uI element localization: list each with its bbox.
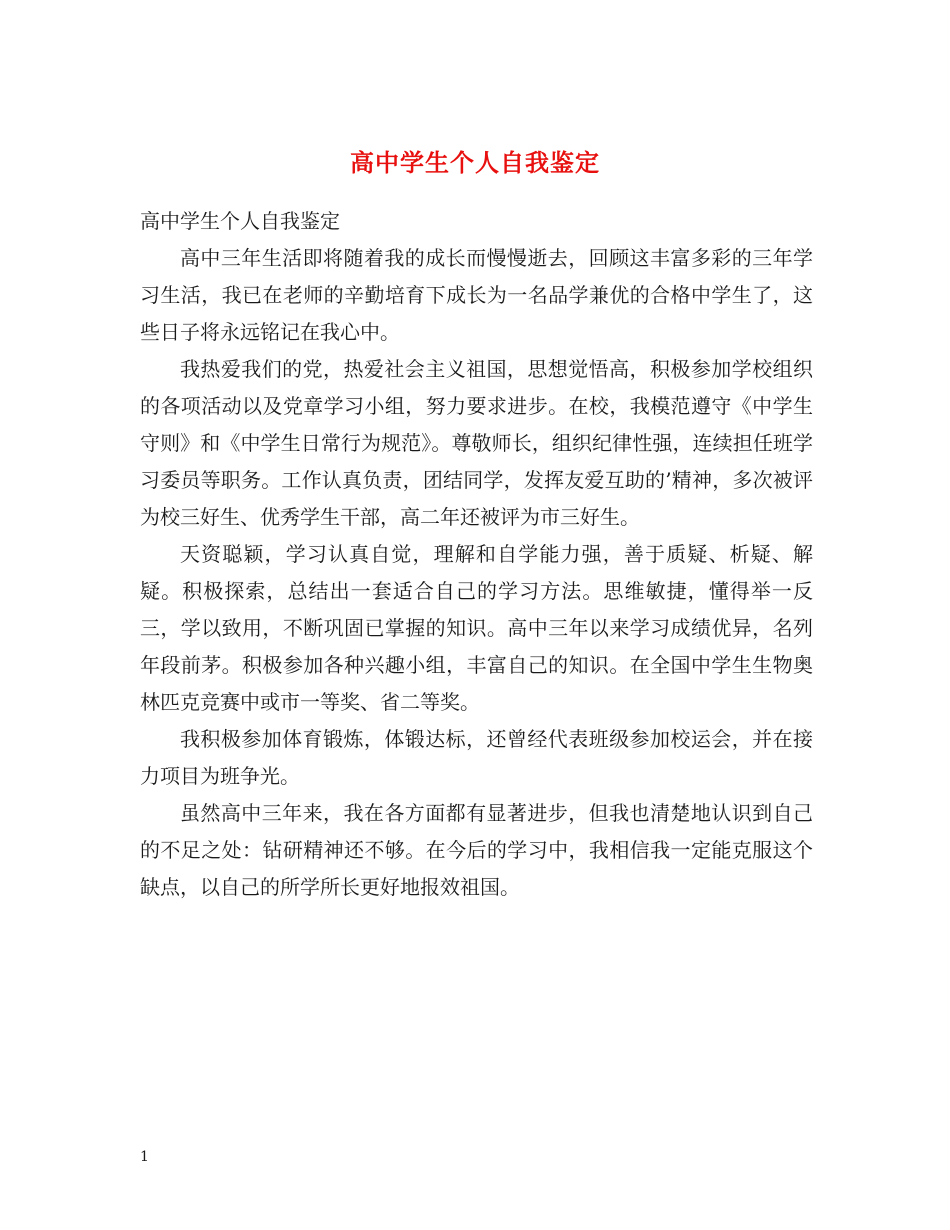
paragraph-5: 虽然高中三年来，我在各方面都有显著进步，但我也清楚地认识到自己的不足之处：钻研精神还不够。在今后的学习中，我相信我一定能克服这个缺点，以自己的所学所长更好地报效祖国。	[140, 801, 813, 899]
page-title: 高中学生个人自我鉴定	[350, 148, 600, 178]
document-body	[140, 203, 813, 906]
page-number: 1	[140, 1149, 149, 1165]
paragraph-1: 高中三年生活即将随着我的成长而慢慢逝去，回顾这丰富多彩的三年学习生活，我已在老师的辛勤培育下成长为一名品学兼优的合格中学生了，这些日子将永远铭记在我心中。	[140, 246, 813, 344]
paragraph-4: 我积极参加体育锻炼，体锻达标，还曾经代表班级参加校运会，并在接力项目为班争光。	[140, 727, 813, 788]
document-subtitle: 高中学生个人自我鉴定	[140, 209, 340, 233]
paragraph-2: 我热爱我们的党，热爱社会主义祖国，思想觉悟高，积极参加学校组织的各项活动以及党章学习小组，努力要求进步。在校，我模范遵守《中学生守则》和《中学生日常行为规范》。尊敬师长，组织纪律性强，连续担任班学习委员等职务。工作认真负责，团结同学，发挥友爱互助的’精神，多次被评为校三好生、优秀学生干部，高二年还被评为市三好生。	[140, 357, 813, 529]
paragraph-3: 天资聪颖，学习认真自觉，理解和自学能力强，善于质疑、析疑、解疑。积极探索，总结出一套适合自己的学习方法。思维敏捷，懂得举一反三，学以致用，不断巩固已掌握的知识。高中三年以来学习成绩优异，名列年段前茅。积极参加各种兴趣小组，丰富自己的知识。在全国中学生生物奥林匹克竞赛中或市一等奖、省二等奖。	[140, 542, 813, 714]
